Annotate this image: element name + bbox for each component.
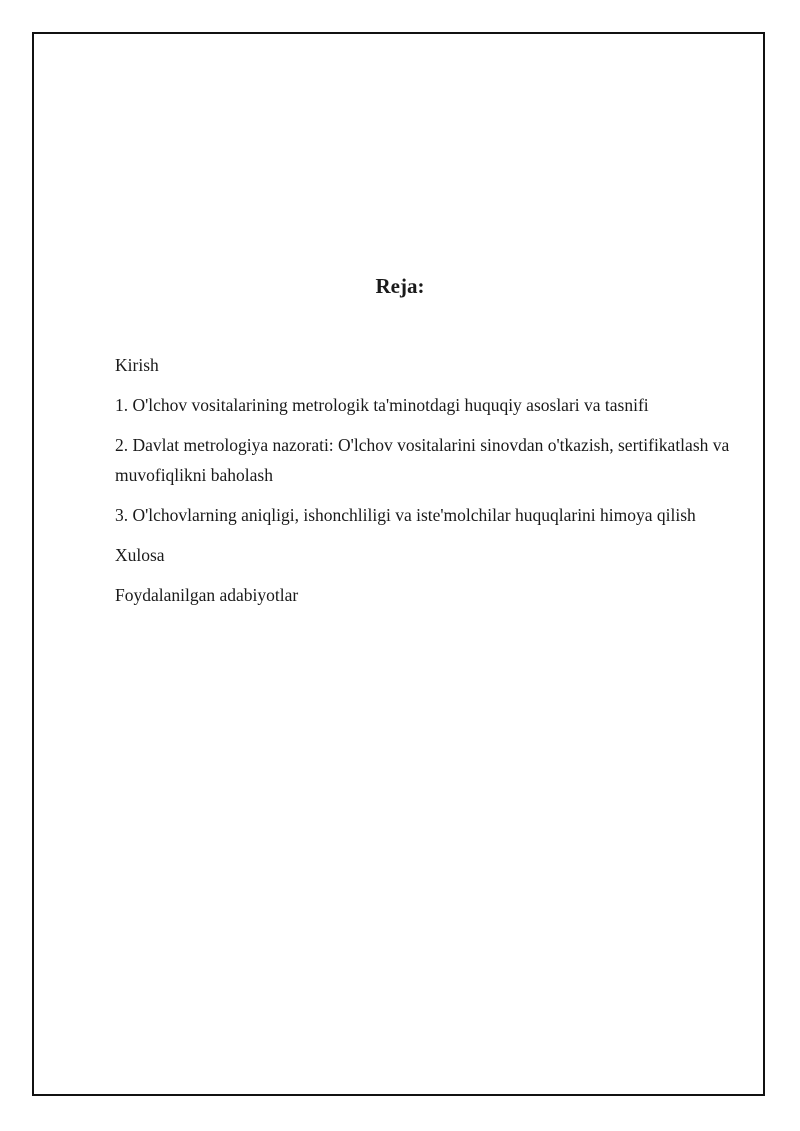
plan-item-section-1: 1. O'lchov vositalarining metrologik ta'minotdagi huquqiy asoslari va tasnifi [115,395,649,415]
page-title: Reja: [375,274,425,298]
plan-item-introduction: Kirish [115,355,159,375]
plan-item-conclusion: Xulosa [115,545,165,565]
plan-item-section-3: 3. O'lchovlarning aniqligi, ishonchliligi va iste'molchilar huquqlarini himoya qilish [115,505,696,525]
plan-item-references: Foydalanilgan adabiyotlar [115,585,299,605]
plan-list [115,350,755,620]
plan-item-section-2: 2. Davlat metrologiya nazorati: O'lchov vositalarini sinovdan o'tkazish, sertifikatlash va muvofiqlikni baholash [115,435,730,485]
